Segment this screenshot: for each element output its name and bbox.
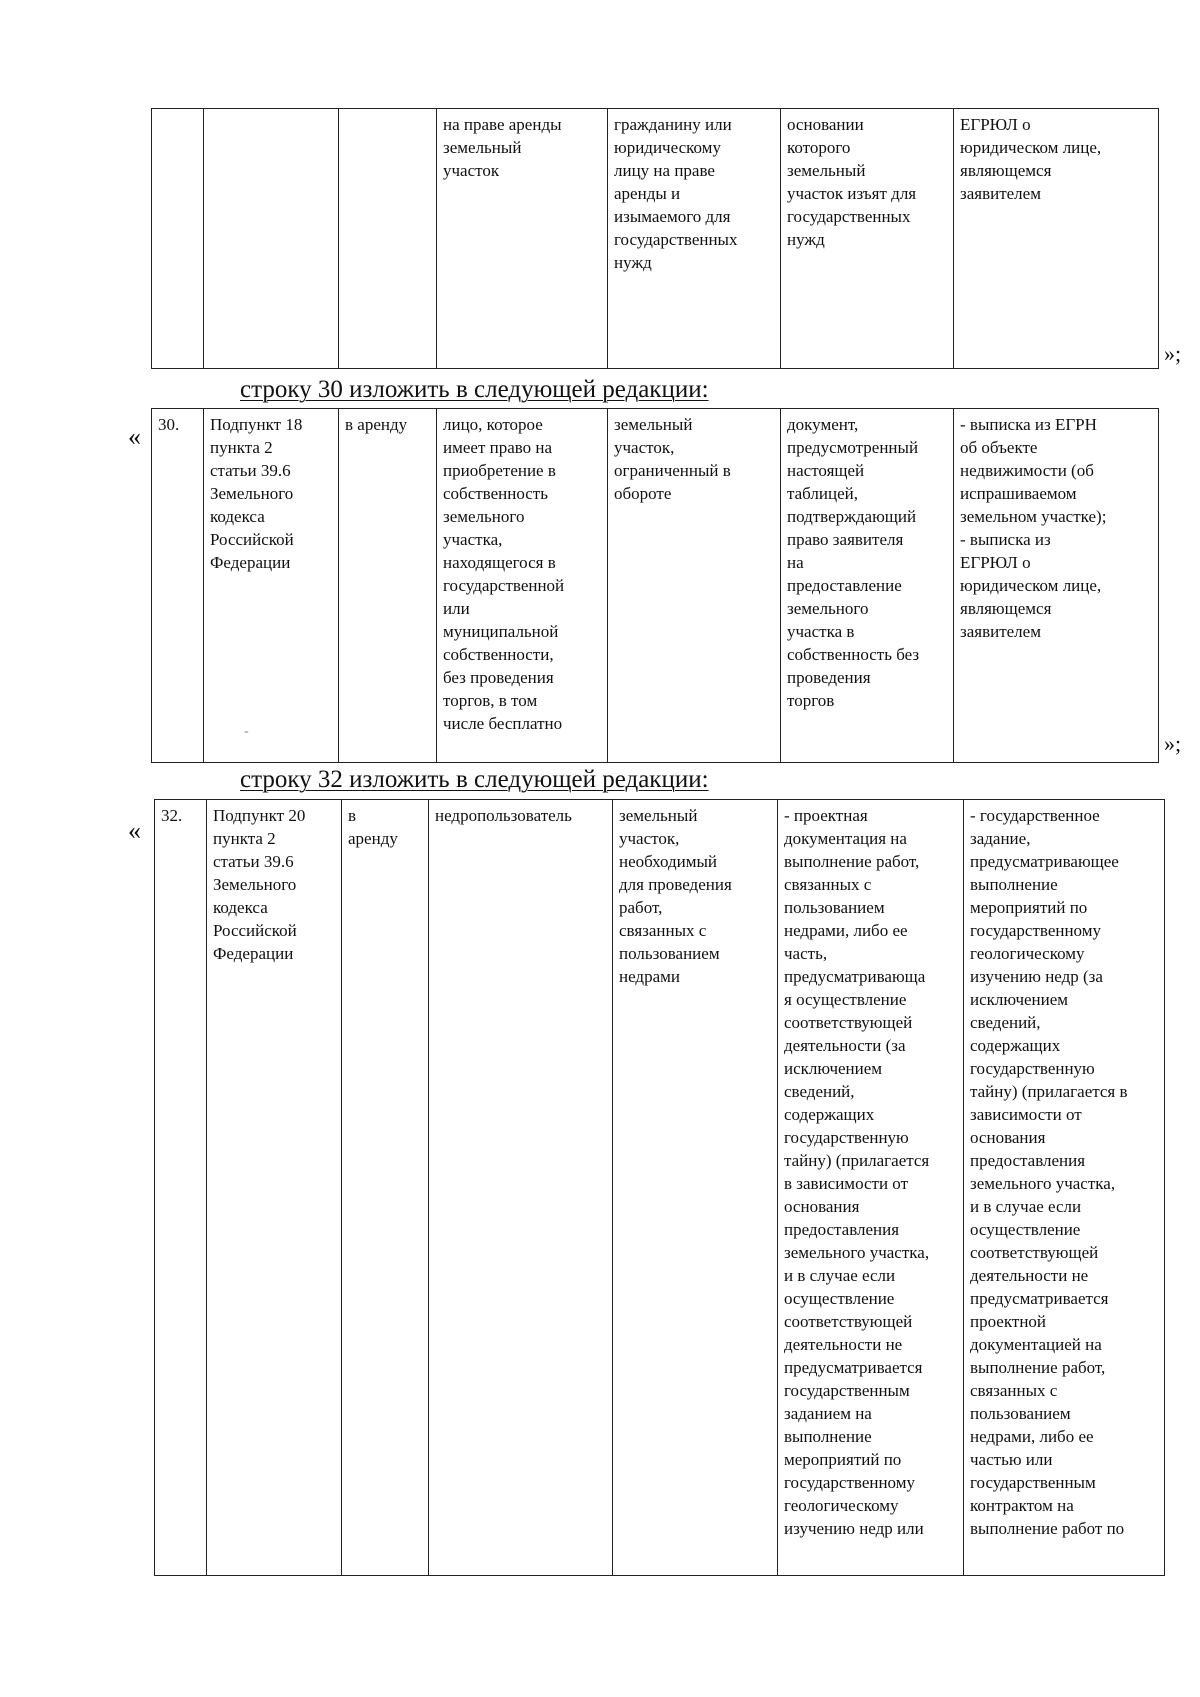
applicant: лицо, которое имеет право на приобретение в собственность земельного участка, находящегося в государственной или муниципальной собственности, без проведения торгов, в том числе бесплатно	[437, 409, 608, 763]
land-plot: земельный участок, необходимый для проведения работ, связанных с пользованием недрами	[613, 800, 778, 1576]
land-plot: земельный участок, ограниченный в обороте	[608, 409, 781, 763]
row-number: 32.	[155, 800, 207, 1576]
cell-documents: основании которого земельный участок изъят для государственных нужд	[781, 109, 954, 369]
cell-land-plot: гражданину или юридическому лицу на праве аренды и изымаемого для государственных нужд	[608, 109, 781, 369]
instruction-row-30: строку 30 изложить в следующей редакции:	[240, 376, 709, 403]
required-document: документ, предусмотренный настоящей таблицей, подтверждающий право заявителя на предоставление земельного участка в собственность без проведения торгов	[781, 409, 954, 763]
opening-quote-32: «	[128, 816, 141, 845]
table-continuation	[151, 108, 1159, 369]
table-row-32	[154, 799, 1165, 1576]
cell-basis	[204, 109, 339, 369]
right-type: в аренду	[342, 800, 429, 1576]
table-row-30	[151, 408, 1159, 763]
required-document: - проектная документация на выполнение работ, связанных с пользованием недрами, либо ее часть, предусматривающа я осуществление соответствующей деятельности (за исключением сведений, содержащих государственную тайну) (прилагается в зависимости от основания предоставления земельного участка, и в случае если осуществление соответствующей деятельности не предусматривается государственным заданием на выполнение мероприятий по государственному геологическому изучению недр или	[778, 800, 964, 1576]
cell-right-type	[339, 109, 437, 369]
cell-applicant: на праве аренды земельный участок	[437, 109, 608, 369]
legal-basis: Подпункт 18 пункта 2 статьи 39.6 Земельного кодекса Российской Федерации	[204, 409, 339, 763]
extracts: - выписка из ЕГРН об объекте недвижимости (об испрашиваемом земельном участке); - выписка из ЕГРЮЛ о юридическом лице, являющемся заявителем	[954, 409, 1159, 763]
right-type: в аренду	[339, 409, 437, 763]
row-number: 30.	[152, 409, 204, 763]
stray-mark: -	[244, 724, 249, 739]
closing-quote-30: »;	[1164, 731, 1182, 756]
supporting-document: - государственное задание, предусматривающее выполнение мероприятий по государственному геологическому изучению недр (за исключением сведений, содержащих государственную тайну) (прилагается в зависимости от основания предоставления земельного участка, и в случае если осуществление соответствующей деятельности не предусматривается проектной документацией на выполнение работ, связанных с пользованием недрами, либо ее частью или государственным контрактом на выполнение работ по	[964, 800, 1165, 1576]
applicant: недропользователь	[429, 800, 613, 1576]
opening-quote-30: «	[128, 422, 141, 451]
legal-basis: Подпункт 20 пункта 2 статьи 39.6 Земельного кодекса Российской Федерации	[207, 800, 342, 1576]
closing-quote-1: »;	[1164, 341, 1182, 366]
cell-extracts: ЕГРЮЛ о юридическом лице, являющемся заявителем	[954, 109, 1159, 369]
instruction-row-32: строку 32 изложить в следующей редакции:	[240, 766, 709, 793]
cell-number	[152, 109, 204, 369]
